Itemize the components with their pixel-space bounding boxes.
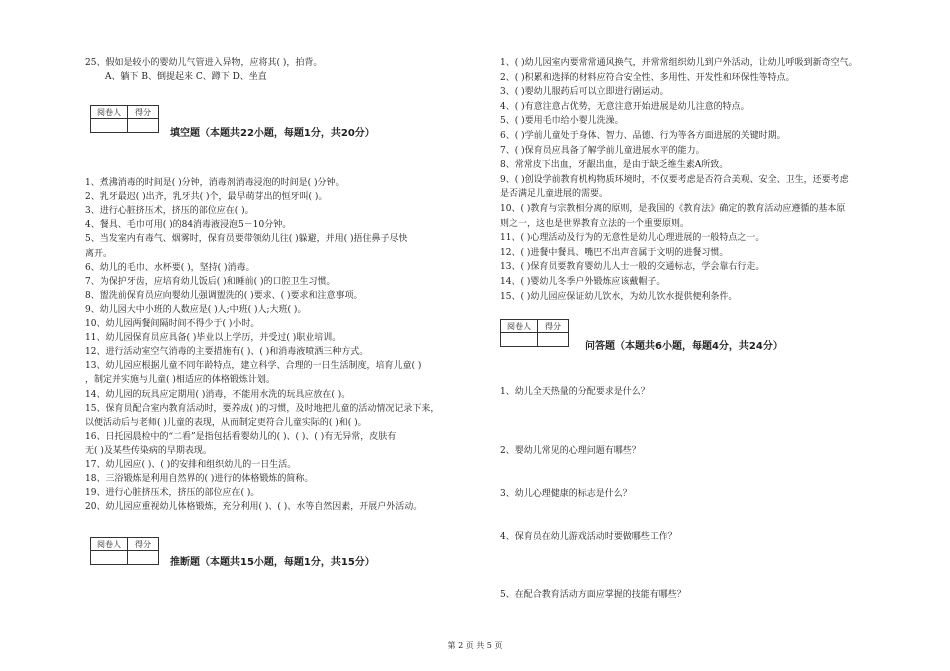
judge-question: 4、( )有意注意占优势，无意注意开始进展是幼儿注意的特点。	[500, 101, 750, 112]
judge-question: 是否满足儿童进展的需要。	[500, 189, 609, 200]
judge-question: 10、( )教育与宗教相分离的原则，是我国的《教育法》确定的教育活动应遵循的基本原	[500, 204, 846, 214]
question-25: 25、假如是较小的婴幼儿气管进入异物，应将其( )，拍背。	[85, 58, 323, 68]
fill-section-title: 填空题（本题共22小题，每题1分，共20分）	[170, 128, 375, 139]
fill-question: 2、乳牙最迟( )出齐，乳牙共( )个，最早萌芽出的恒牙叫( )。	[85, 192, 328, 203]
score-box-score-label: 得分	[128, 106, 159, 119]
judge-question: 11、( )心理活动及行为的无意性是幼儿心理进展的一般特点之一。	[500, 233, 765, 244]
score-box-score-cell	[128, 551, 159, 565]
score-box-grader-label: 阅卷人	[501, 320, 538, 333]
fill-question: 13、幼儿园应根据儿童不同年龄特点，建立科学、合理的一日生活制度，培育儿童( )	[85, 361, 422, 372]
qa-section-title: 问答题（本题共6小题，每题4分，共24分）	[585, 341, 783, 352]
judge-question: 13、( )保育员要教育婴幼儿人士一般的交通标志，学会靠右行走。	[500, 262, 765, 273]
fill-question: 4、餐具、毛巾可用( )的84消毒液浸泡5－10分钟。	[85, 220, 292, 231]
judge-question: 12、( )进餐中餐具、嘴巴不出声音属于文明的进餐习惯。	[500, 247, 729, 258]
score-box-fill	[90, 105, 159, 133]
judge-question: 14、( )婴幼儿冬季户外锻炼应该戴帽子。	[500, 277, 666, 287]
judge-question: 6、( )学前儿童处于身体、智力、品德、行为等各方面进展的关键时期。	[500, 131, 786, 141]
score-box-score-cell	[538, 333, 569, 347]
fill-question: 10、幼儿园两餐间隔时间不得少于( )小时。	[85, 319, 260, 329]
fill-question: 无( )及某些传染病的早期表现。	[85, 445, 212, 456]
fill-question: 5、当发室内有毒气、烟雾时，保育员要带领幼儿往( )躲避，并用( )捂住鼻子尽快	[85, 234, 408, 245]
score-box-grader-label: 阅卷人	[91, 106, 128, 119]
qa-question: 5、在配合教育活动方面应掌握的技能有哪些？	[500, 590, 686, 600]
judge-question: 则之一，这也是世界教育立法的一个重要原则。	[500, 218, 690, 229]
fill-question: 1、煮沸消毒的时间是( )分钟，消毒剂消毒浸泡的时间是( )分钟。	[85, 178, 345, 188]
fill-question: 9、幼儿园大中小班的人数应是( )人;中班( )人;大班( )。	[85, 304, 307, 315]
fill-question: 3、进行心脏挤压术，挤压的部位应在( )。	[85, 206, 254, 217]
judge-question: 8、常常皮下出血，牙龈出血，是由于缺乏维生素A所致。	[500, 160, 729, 171]
fill-question: 14、幼儿园的玩具应定期用( )消毒，不能用水洗的玩具应放在( )。	[85, 389, 351, 400]
judge-question: 1、( )幼儿园室内要常常通风换气，并常常组织幼儿到户外活动，让幼儿呼吸到新奇空气。	[500, 58, 858, 68]
qa-question: 4、保育员在幼儿游戏活动时要做哪些工作？	[500, 532, 677, 542]
fill-question: 19、进行心脏挤压术，挤压的部位应在( )。	[85, 488, 260, 499]
judge-question: 2、( )积累和选择的材料应符合安全性、多用性、开发性和环保性等特点。	[500, 72, 795, 83]
qa-question: 1、幼儿全天热量的分配要求是什么？	[500, 387, 650, 397]
fill-question: 17、幼儿园应( )、( )的安排和组织幼儿的一日生活。	[85, 460, 297, 470]
judge-section-title: 推断题（本题共15小题，每题1分，共15分）	[170, 557, 375, 568]
judge-question: 3、( )婴幼儿服药后可以立即进行剧运动。	[500, 87, 669, 98]
score-box-score-label: 得分	[538, 320, 569, 333]
score-box-grader-cell	[91, 551, 128, 565]
score-box-qa	[500, 319, 569, 347]
fill-question: 16、日托园晨检中的“二看”是指包括看婴幼儿的( )、( )、( )有无异常，皮肤有	[85, 431, 397, 442]
judge-question: 9、( )创设学前教育机构物质环境时，不仅要考虑是否符合美观、安全、卫生，还要考虑	[500, 174, 849, 185]
fill-question: 6、幼儿的毛巾、水杯要( )，坚持( )消毒。	[85, 262, 255, 273]
score-box-grader-label: 阅卷人	[91, 538, 128, 551]
fill-question: 18、三浴锻炼是利用自然界的( )进行的体格锻炼的简称。	[85, 474, 314, 485]
fill-question: ，制定并实施与儿童( )相适应的体格锻炼计划。	[85, 375, 275, 386]
score-box-score-label: 得分	[128, 538, 159, 551]
fill-question: 12、进行活动室空气消毒的主要措施有( )、( )和消毒液喷洒三种方式。	[85, 347, 369, 358]
fill-question: 8、盥洗前保育员应向婴幼儿强调盥洗的( )要求、( )要求和注意事项。	[85, 290, 363, 301]
question-25-options: A、躺下 B、倒提起来 C、蹲下 D、坐直	[105, 72, 267, 82]
judge-question: 7、( )保育员应具备了解学前儿童进展水平的能力。	[500, 145, 705, 156]
fill-question: 11、幼儿园保育员应具备( )毕业以上学历，并受过( )职业培训。	[85, 333, 342, 344]
qa-question: 3、幼儿心理健康的标志是什么？	[500, 489, 632, 499]
qa-question: 2、婴幼儿常见的心理问题有哪些？	[500, 446, 641, 456]
fill-question: 离开。	[85, 248, 113, 259]
score-box-judge	[90, 537, 159, 565]
fill-question: 以便活动后与老师( )儿童的表现，从而制定更符合儿童实际的( )和( )。	[85, 417, 367, 428]
score-box-score-cell	[128, 119, 159, 133]
judge-question: 5、( )要用毛巾给小婴儿洗澡。	[500, 116, 624, 127]
score-box-grader-cell	[91, 119, 128, 133]
score-box-grader-cell	[501, 333, 538, 347]
fill-question: 7、为保护牙齿，应培育幼儿饭后( )和睡前( )的口腔卫生习惯。	[85, 276, 336, 287]
judge-question: 15、( )幼儿园应保证幼儿饮水，为幼儿饮水提供便利条件。	[500, 291, 738, 302]
fill-question: 20、幼儿园应重视幼儿体格锻炼，充分利用( )、( )、水等自然因素，开展户外活动。	[85, 502, 423, 513]
page-footer: 第 2 页 共 5 页	[447, 641, 503, 650]
fill-question: 15、保育员配合室内教育活动时，要养成( )的习惯，及时地把儿童的活动情况记录下来，	[85, 403, 440, 414]
